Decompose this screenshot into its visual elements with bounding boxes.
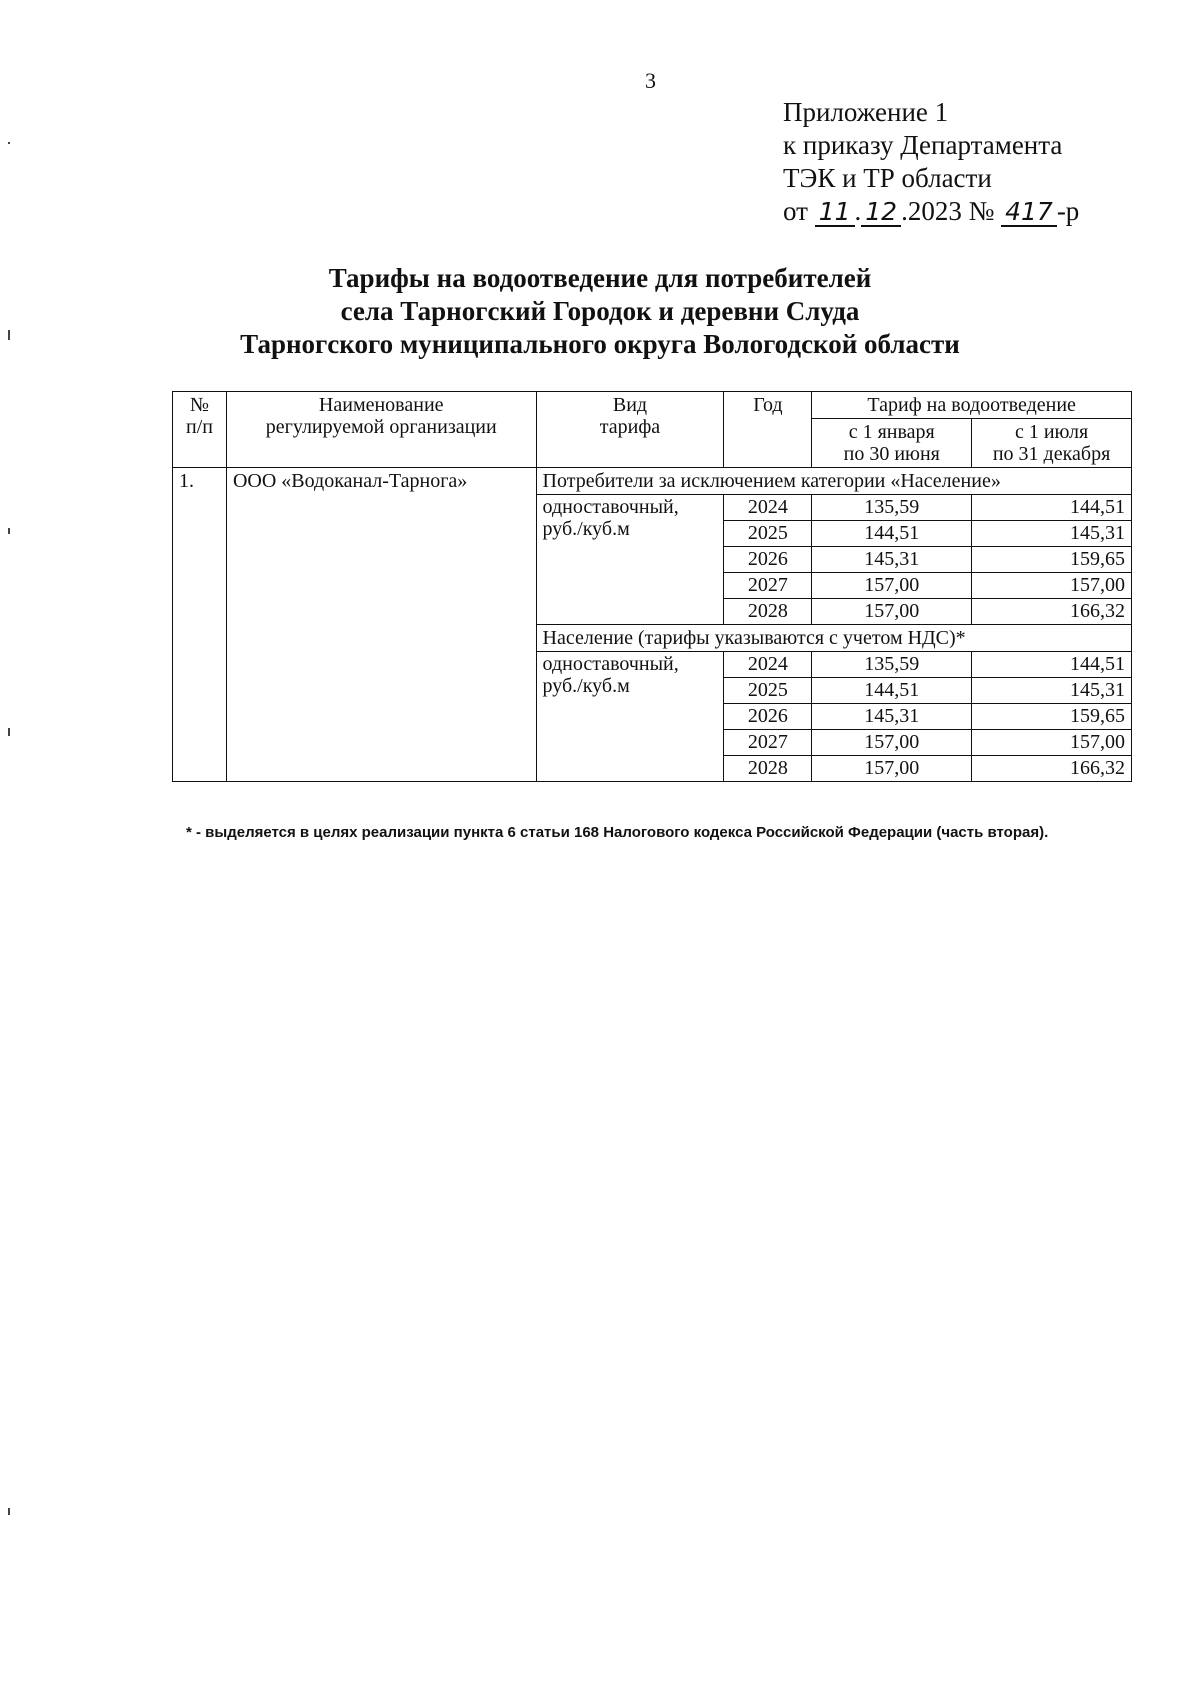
tariff-type-line-2: руб./куб.м (542, 518, 630, 540)
tariff-h2-cell: 144,51 (972, 495, 1132, 521)
tariff-h1-cell: 145,31 (812, 704, 972, 730)
tariff-h2-cell: 145,31 (972, 521, 1132, 547)
header-organization-line-1: Наименование (318, 394, 444, 416)
year-cell: 2025 (724, 678, 812, 704)
page-number: 3 (645, 68, 656, 93)
footnote: * - выделяется в целях реализации пункта 6 статьи 168 Налогового кодекса Российской Федерации (часть вторая). (186, 824, 1049, 841)
tariff-h2-cell: 159,65 (972, 547, 1132, 573)
title-line-1: Тарифы на водоотведение для потребителей (328, 263, 872, 293)
header-year: Год (724, 392, 812, 468)
tariff-h1-cell: 157,00 (812, 756, 972, 782)
handwritten-day: 11 (815, 199, 855, 227)
tariff-h2-cell: 166,32 (972, 756, 1132, 782)
appendix-line-2: к приказу Департамента (783, 130, 1063, 160)
scan-mark (8, 1508, 10, 1515)
header-type-line-2: тарифа (599, 416, 661, 438)
header-number (173, 392, 227, 468)
header-type-line-1: Вид (612, 394, 648, 416)
period-1-line-2: по 30 июня (843, 443, 940, 465)
header-period-1 (812, 419, 972, 468)
tariff-h2-cell: 145,31 (972, 678, 1132, 704)
header-tariff-type (536, 392, 724, 468)
year-cell: 2026 (724, 547, 812, 573)
period-2-line-2: по 31 декабря (992, 443, 1111, 465)
appendix-header (783, 96, 1079, 228)
period-1-line-1: с 1 января (848, 421, 935, 443)
tariff-h1-cell: 135,59 (812, 652, 972, 678)
header-organization-line-2: регулируемой организации (265, 416, 497, 438)
date-prefix: от (783, 196, 808, 226)
order-suffix: -р (1056, 196, 1080, 226)
handwritten-order-number: 417 (1001, 199, 1057, 227)
year-cell: 2024 (724, 652, 812, 678)
tariff-type-line-2: руб./куб.м (542, 675, 630, 697)
year-cell: 2028 (724, 756, 812, 782)
tariff-h2-cell: 157,00 (972, 573, 1132, 599)
tariff-h1-cell: 157,00 (812, 730, 972, 756)
date-year: .2023 № (901, 196, 995, 226)
tariff-h2-cell: 144,51 (972, 652, 1132, 678)
tariff-h2-cell: 159,65 (972, 704, 1132, 730)
tariff-h2-cell: 157,00 (972, 730, 1132, 756)
tariff-type-cell (536, 652, 724, 782)
tariff-h1-cell: 135,59 (812, 495, 972, 521)
section-label-1: Потребители за исключением категории «Население» (536, 468, 1131, 495)
year-cell: 2028 (724, 599, 812, 625)
title-line-3: Тарногского муниципального округа Вологодской области (240, 329, 960, 359)
tariff-h1-cell: 157,00 (812, 599, 972, 625)
tariff-h1-cell: 144,51 (812, 521, 972, 547)
tariff-type-cell (536, 495, 724, 625)
appendix-line-1: Приложение 1 (783, 97, 949, 127)
header-tariff: Тариф на водоотведение (812, 392, 1132, 419)
year-cell: 2024 (724, 495, 812, 521)
document-title (0, 262, 1200, 361)
tariff-type-line-1: одноставочный, (542, 653, 679, 675)
header-number-line-2: п/п (185, 416, 213, 438)
header-number-line-1: № (189, 394, 210, 416)
year-cell: 2027 (724, 573, 812, 599)
scan-mark (8, 728, 10, 736)
tariff-h1-cell: 145,31 (812, 547, 972, 573)
appendix-line-3: ТЭК и ТР области (783, 163, 992, 193)
handwritten-month: 12 (861, 199, 901, 227)
scan-mark (8, 330, 10, 340)
period-2-line-1: с 1 июля (1014, 421, 1089, 443)
tariff-table (172, 391, 1132, 782)
tariff-h1-cell: 157,00 (812, 573, 972, 599)
title-line-2: села Тарногский Городок и деревни Слуда (340, 296, 860, 326)
tariff-h2-cell: 166,32 (972, 599, 1132, 625)
scan-mark (8, 142, 10, 144)
appendix-line-4: от 11 . 12 .2023 № 417 -р (783, 196, 1080, 226)
section-header-row (173, 468, 1132, 495)
year-cell: 2027 (724, 730, 812, 756)
row-number: 1. (173, 468, 227, 782)
tariff-h1-cell: 144,51 (812, 678, 972, 704)
tariff-type-line-1: одноставочный, (542, 496, 679, 518)
section-label-2: Население (тарифы указываются с учетом НДС)* (536, 625, 1131, 652)
year-cell: 2026 (724, 704, 812, 730)
header-organization (226, 392, 536, 468)
header-period-2 (972, 419, 1132, 468)
header-row-1 (173, 392, 1132, 419)
scan-mark (8, 528, 10, 534)
organization-name: ООО «Водоканал-Тарнога» (226, 468, 536, 782)
year-cell: 2025 (724, 521, 812, 547)
